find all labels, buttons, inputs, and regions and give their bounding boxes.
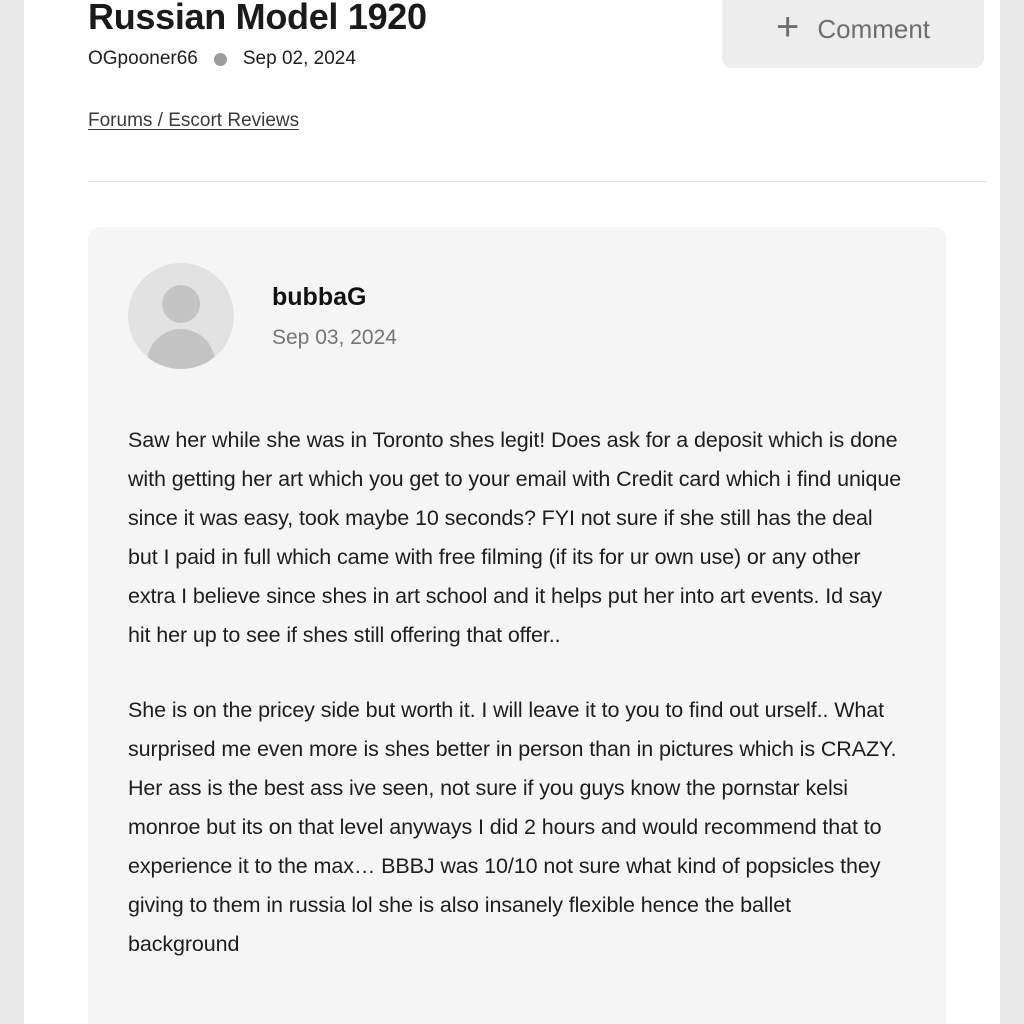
left-gutter	[0, 0, 24, 1024]
user-avatar-icon[interactable]	[128, 263, 234, 369]
header-divider	[88, 181, 986, 182]
separator-dot-icon	[214, 53, 227, 66]
thread-content-card	[24, 0, 1000, 1024]
post-paragraph: She is on the pricey side but worth it. I will leave it to you to find out urself.. What surprised me even more is shes better in person than in pictures which is CRAZY. Her ass is the best ass ive seen, not sure if you guys know the pornstar kelsi monroe but its on that level anyways I did 2 hours and would recommend that to experience it to the max… BBBJ was 10/10 not sure what kind of popsicles they giving to them in russia lol she is also insanely flexible hence the ballet background	[128, 698, 897, 956]
right-gutter	[1000, 0, 1024, 1024]
add-comment-button[interactable]	[722, 0, 984, 68]
plus-icon: +	[775, 5, 800, 49]
avatar-body-shape	[147, 329, 215, 369]
post-body	[128, 421, 906, 964]
post-date: Sep 03, 2024	[272, 325, 397, 349]
post-paragraph: Saw her while she was in Toronto shes legit! Does ask for a deposit which is done with getting her art which you get to your email with Credit card which i find unique since it was easy, took maybe 10 seconds? FYI not sure if she still has the deal but I paid in full which came with free filming (if its for ur own use) or any other extra I believe since shes in art school and it helps put her into art events. Id say hit her up to see if shes still offering that offer..	[128, 428, 902, 647]
breadcrumb[interactable]: Forums / Escort Reviews	[88, 110, 300, 131]
post-header	[128, 263, 906, 369]
thread-author[interactable]: OGpooner66	[88, 48, 198, 69]
page-title: Russian Model 1920	[88, 0, 427, 38]
post-header-text	[272, 263, 397, 350]
avatar-head-shape	[162, 285, 200, 323]
add-comment-label: Comment	[817, 13, 931, 44]
post-card	[88, 227, 946, 1024]
thread-date: Sep 02, 2024	[242, 48, 356, 69]
thread-meta	[88, 48, 356, 70]
post-author[interactable]: bubbaG	[272, 283, 367, 311]
